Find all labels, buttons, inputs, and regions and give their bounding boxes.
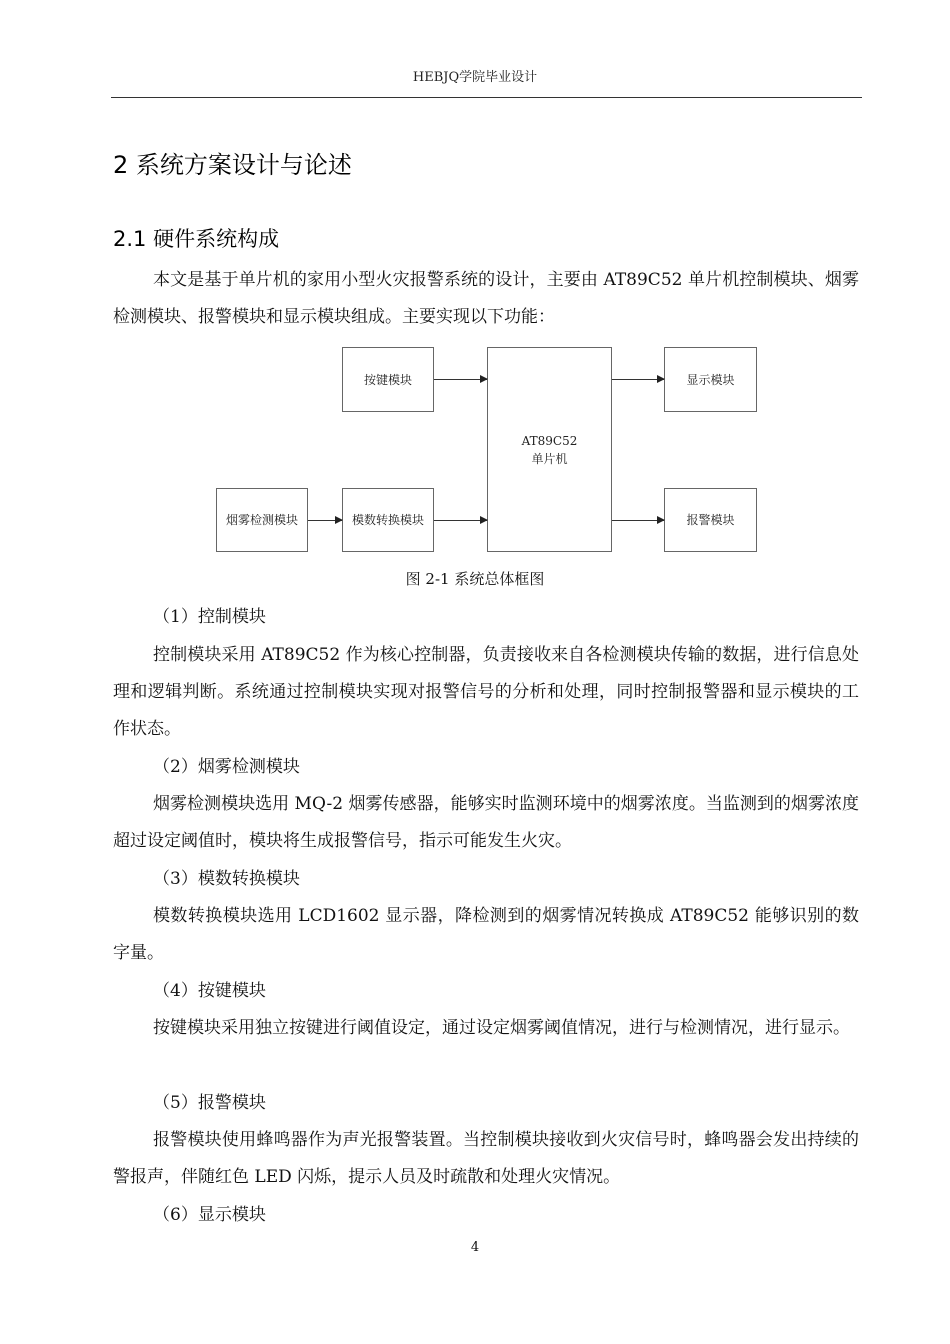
- header-rule: [111, 97, 862, 98]
- mcu-label-line1: AT89C52: [521, 433, 578, 448]
- section-heading: （5）报警模块: [153, 1093, 266, 1113]
- figure-caption: 图 2-1 系统总体框图: [405, 570, 545, 588]
- diagram-smoke-box: 烟雾检测模块: [216, 488, 308, 552]
- page-number: 4: [470, 1240, 480, 1255]
- mcu-label-line2: 单片机: [531, 451, 568, 466]
- diagram-adc-box: 模数转换模块: [342, 488, 434, 552]
- page-header: HEBJQ学院毕业设计: [412, 70, 538, 85]
- arrow-keys-to-mcu: [434, 379, 487, 380]
- diagram-mcu-box: [487, 347, 612, 552]
- diagram-alarm-box: 报警模块: [664, 488, 757, 552]
- section-heading: （1）控制模块: [153, 607, 266, 627]
- section-body: 烟雾检测模块选用 MQ-2 烟雾传感器，能够实时监测环境中的烟雾浓度。当监测到的烟雾浓度超过设定阈值时，模块将生成报警信号，指示可能发生火灾。: [113, 794, 859, 851]
- intro-paragraph: 本文是基于单片机的家用小型火灾报警系统的设计，主要由 AT89C52 单片机控制模块、烟雾检测模块、报警模块和显示模块组成。主要实现以下功能：: [113, 270, 859, 327]
- diagram-keys-box: 按键模块: [342, 347, 434, 412]
- section-heading: （6）显示模块: [153, 1205, 266, 1225]
- section-heading: （4）按键模块: [153, 981, 266, 1001]
- section-body: 控制模块采用 AT89C52 作为核心控制器，负责接收来自各检测模块传输的数据，进行信息处理和逻辑判断。系统通过控制模块实现对报警信号的分析和处理，同时控制报警器和显示模块的工作状态。: [113, 645, 859, 739]
- arrow-mcu-to-display: [612, 379, 664, 380]
- section-title: 2.1 硬件系统构成: [113, 227, 280, 251]
- section-heading: （2）烟雾检测模块: [153, 757, 300, 777]
- arrow-adc-to-mcu: [434, 520, 487, 521]
- arrow-mcu-to-alarm: [612, 520, 664, 521]
- section-heading: （3）模数转换模块: [153, 869, 300, 889]
- section-body: 报警模块使用蜂鸣器作为声光报警装置。当控制模块接收到火灾信号时，蜂鸣器会发出持续的警报声，伴随红色 LED 闪烁，提示人员及时疏散和处理火灾情况。: [113, 1130, 859, 1187]
- section-body: 按键模块采用独立按键进行阈值设定，通过设定烟雾阈值情况，进行与检测情况，进行显示。: [153, 1018, 850, 1038]
- chapter-title: 2 系统方案设计与论述: [113, 151, 352, 179]
- section-body: 模数转换模块选用 LCD1602 显示器，降检测到的烟雾情况转换成 AT89C52 能够识别的数字量。: [113, 906, 859, 963]
- diagram-display-box: 显示模块: [664, 347, 757, 412]
- arrow-smoke-to-adc: [308, 520, 342, 521]
